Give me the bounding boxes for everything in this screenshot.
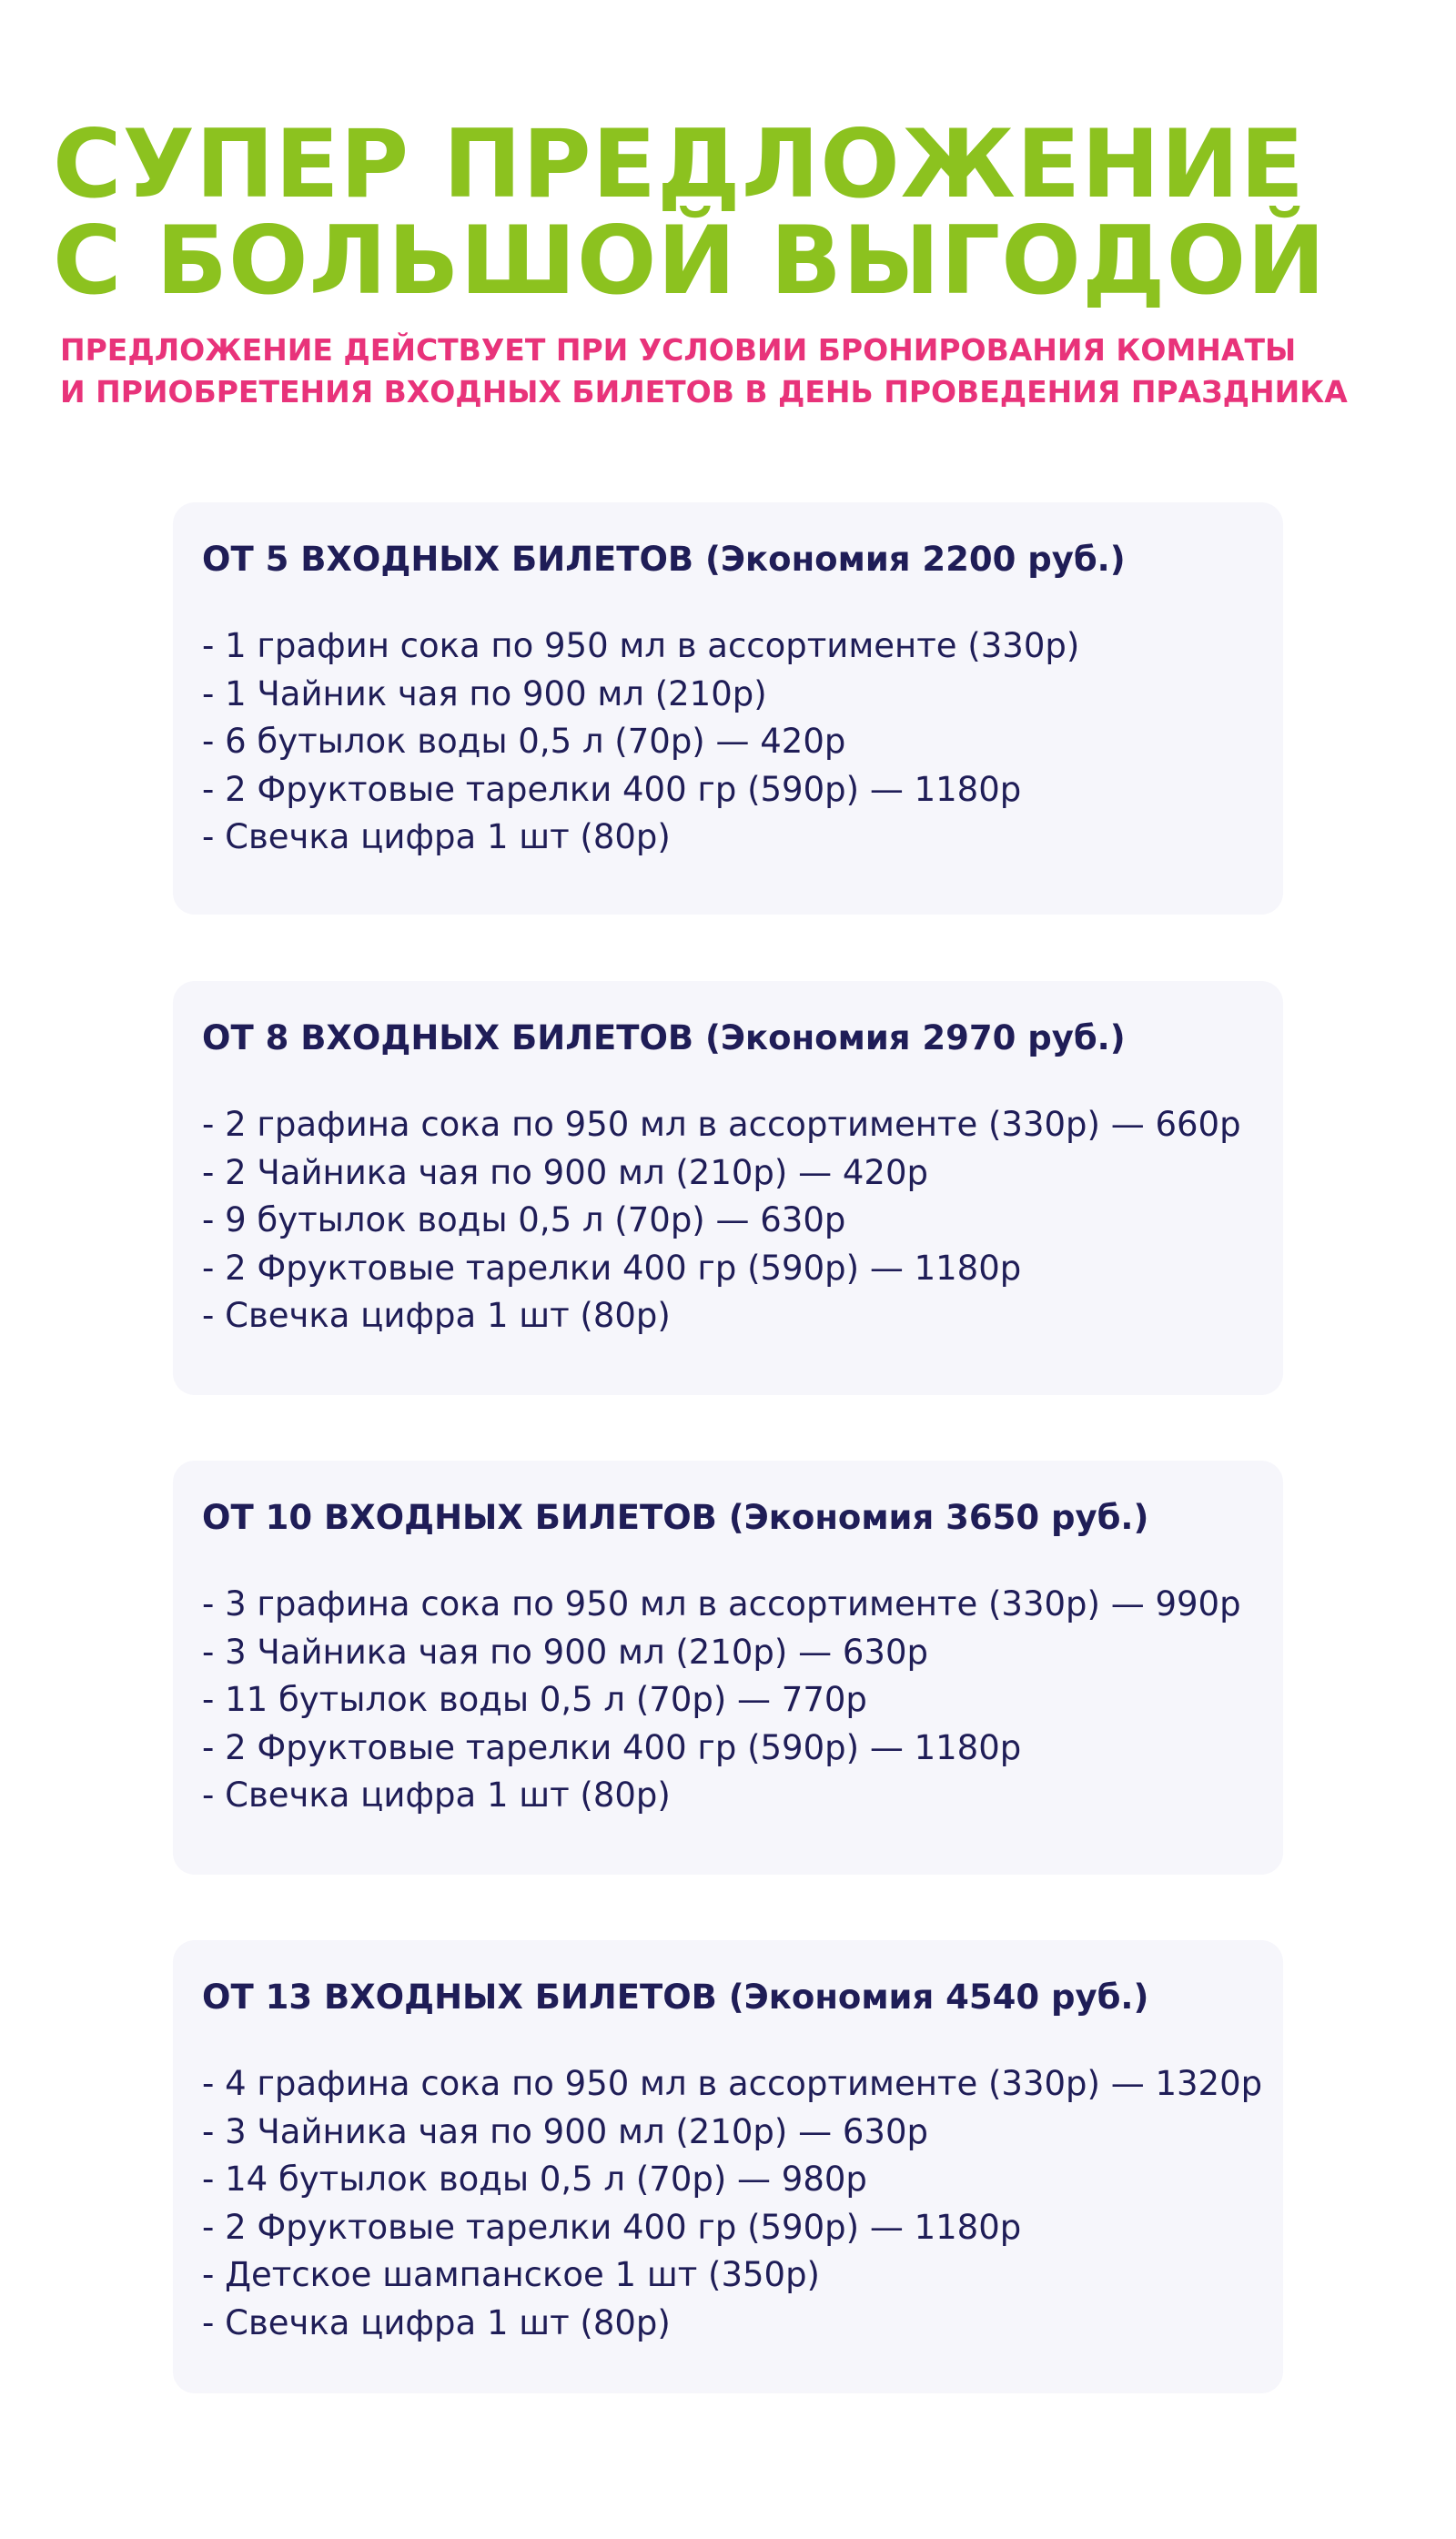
- offer-item: - Свечка цифра 1 шт (80р): [202, 2302, 671, 2342]
- page-title-line-2: С БОЛЬШОЙ ВЫГОДОЙ: [53, 207, 1327, 316]
- offer-item: - 1 графин сока по 950 мл в ассортименте (330р): [202, 626, 1080, 665]
- offer-item: - 2 Фруктовые тарелки 400 гр (590р) — 1180р: [202, 1727, 1022, 1767]
- offer-card-8-tickets: [173, 981, 1283, 1395]
- offer-item: - 6 бутылок воды 0,5 л (70р) — 420р: [202, 722, 846, 761]
- offer-item: - 3 Чайника чая по 900 мл (210р) — 630р: [202, 2111, 928, 2151]
- offer-items-list: [202, 1101, 1283, 1340]
- offer-item: - 2 графина сока по 950 мл в ассортименте (330р) — 660р: [202, 1105, 1241, 1144]
- page-title-line-1: СУПЕР ПРЕДЛОЖЕНИЕ: [53, 110, 1306, 219]
- offer-items-list: [202, 622, 1283, 862]
- offer-card-5-tickets: [173, 502, 1283, 915]
- offer-item: - 1 Чайник чая по 900 мл (210р): [202, 673, 767, 713]
- offer-item: - 14 бутылок воды 0,5 л (70р) — 980р: [202, 2160, 867, 2199]
- offer-items-list: [202, 2060, 1283, 2347]
- offer-item: - 4 графина сока по 950 мл в ассортименте (330р) — 1320р: [202, 2064, 1263, 2103]
- offer-item: - 2 Фруктовые тарелки 400 гр (590р) — 1180р: [202, 1248, 1022, 1288]
- offer-card-10-tickets: [173, 1461, 1283, 1875]
- offer-conditions-line-2: И ПРИОБРЕТЕНИЯ ВХОДНЫХ БИЛЕТОВ В ДЕНЬ ПРОВЕДЕНИЯ ПРАЗДНИКА: [60, 374, 1348, 410]
- offer-item: - Детское шампанское 1 шт (350р): [202, 2255, 820, 2294]
- offer-item: - Свечка цифра 1 шт (80р): [202, 817, 671, 856]
- offer-title: ОТ 13 ВХОДНЫХ БИЛЕТОВ (Экономия 4540 руб.): [202, 1978, 1149, 2017]
- offer-item: - 11 бутылок воды 0,5 л (70р) — 770р: [202, 1680, 867, 1719]
- offer-items-list: [202, 1581, 1283, 1820]
- offer-title: ОТ 8 ВХОДНЫХ БИЛЕТОВ (Экономия 2970 руб.): [202, 1018, 1126, 1057]
- page-title: [53, 110, 1327, 316]
- offer-item: - 3 Чайника чая по 900 мл (210р) — 630р: [202, 1632, 928, 1672]
- offer-item: - Свечка цифра 1 шт (80р): [202, 1775, 671, 1815]
- offer-conditions: [60, 329, 1348, 413]
- offer-title: ОТ 5 ВХОДНЫХ БИЛЕТОВ (Экономия 2200 руб.): [202, 540, 1126, 579]
- offer-card-13-tickets: [173, 1940, 1283, 2393]
- offer-item: - 2 Фруктовые тарелки 400 гр (590р) — 1180р: [202, 769, 1022, 809]
- offer-title: ОТ 10 ВХОДНЫХ БИЛЕТОВ (Экономия 3650 руб.): [202, 1498, 1149, 1537]
- offer-conditions-line-1: ПРЕДЛОЖЕНИЕ ДЕЙСТВУЕТ ПРИ УСЛОВИИ БРОНИРОВАНИЯ КОМНАТЫ: [60, 332, 1297, 368]
- offer-item: - 3 графина сока по 950 мл в ассортименте (330р) — 990р: [202, 1584, 1241, 1624]
- offer-item: - Свечка цифра 1 шт (80р): [202, 1296, 671, 1335]
- offer-item: - 2 Фруктовые тарелки 400 гр (590р) — 1180р: [202, 2207, 1022, 2247]
- offer-item: - 2 Чайника чая по 900 мл (210р) — 420р: [202, 1152, 928, 1192]
- offer-item: - 9 бутылок воды 0,5 л (70р) — 630р: [202, 1200, 846, 1239]
